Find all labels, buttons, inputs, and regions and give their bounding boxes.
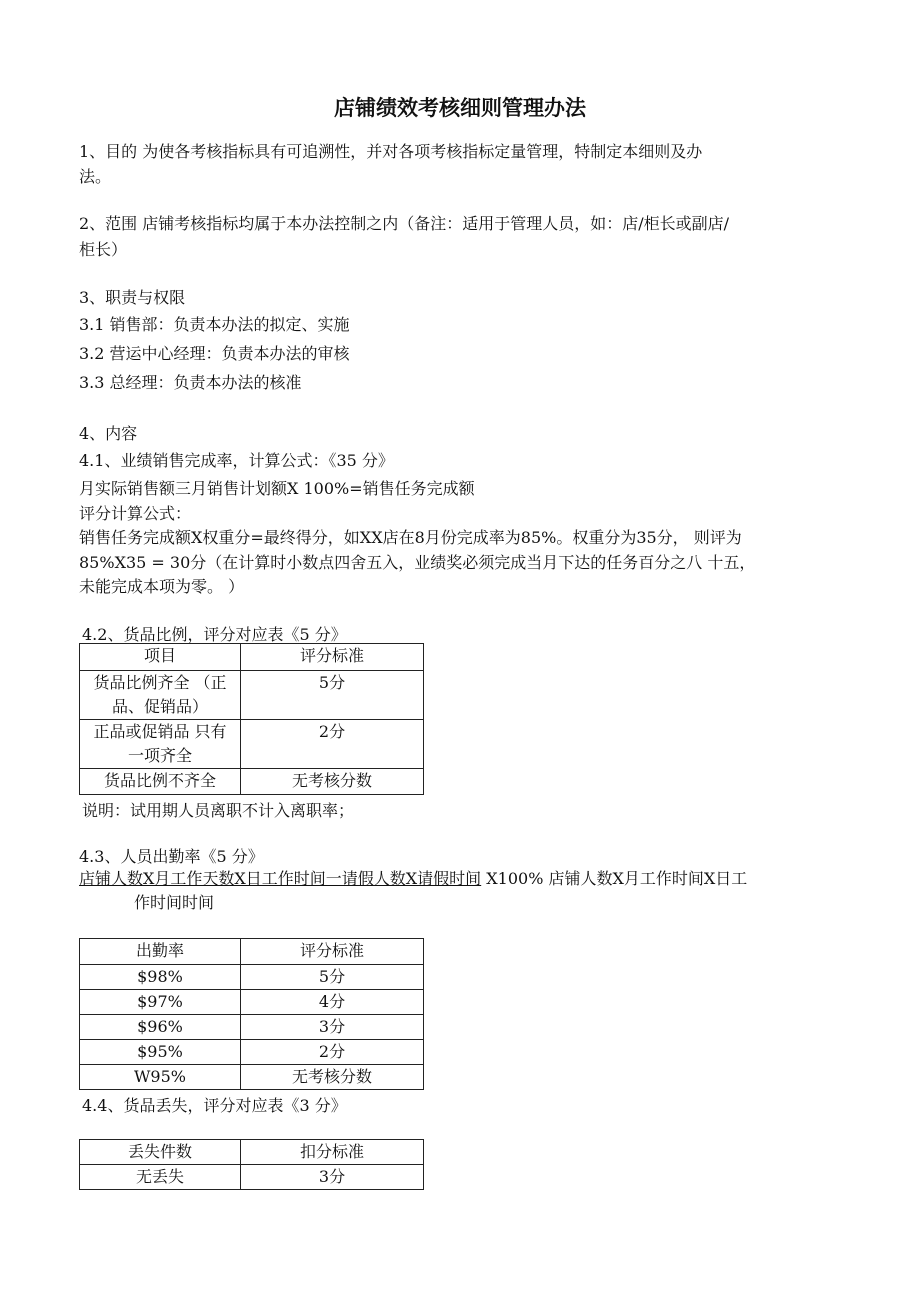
table-cell: $96% <box>80 1015 241 1040</box>
table-cell: 4分 <box>241 990 424 1015</box>
table-cell: 3分 <box>241 1165 424 1190</box>
table-cell: 2分 <box>241 1040 424 1065</box>
section-4-3-heading: 4.3、人员出勤率《5 分》 <box>79 847 264 866</box>
table-cell: 正品或促销品 只有 一项齐全 <box>80 720 241 769</box>
attendance-formula: 店铺人数X月工作天数X日工作时间一请假人数X请假时间 X100% 店铺人数X月工作时间X日工 <box>79 869 748 888</box>
table-cell: 货品比例齐全 （正 品、促销品） <box>80 671 241 720</box>
table-header-row <box>80 1140 424 1165</box>
table-cell: 无丢失 <box>80 1165 241 1190</box>
table-cell: 无考核分数 <box>241 1065 424 1090</box>
responsibility-item: 3.3 总经理：负责本办法的核准 <box>79 373 302 392</box>
table-row <box>80 671 424 720</box>
product-ratio-table <box>79 643 424 795</box>
table-note: 说明：试用期人员离职不计入离职率； <box>82 801 355 820</box>
purpose-line-2: 法。 <box>79 167 112 186</box>
table-header-row <box>80 939 424 965</box>
table-cell: 货品比例不齐全 <box>80 769 241 795</box>
section-4-2-heading: 4.2、货品比例，评分对应表《5 分》 <box>82 625 347 644</box>
table-header-cell: 扣分标准 <box>241 1140 424 1165</box>
table-cell: $97% <box>80 990 241 1015</box>
table-header-cell: 评分标准 <box>241 644 424 671</box>
table-header-cell: 出勤率 <box>80 939 241 965</box>
table-cell: 无考核分数 <box>241 769 424 795</box>
responsibility-item: 3.1 销售部：负责本办法的拟定、实施 <box>79 315 350 334</box>
content-heading: 4、内容 <box>79 424 138 443</box>
table-row <box>80 769 424 795</box>
score-formula-label: 评分计算公式： <box>79 504 192 523</box>
table-header-cell: 评分标准 <box>241 939 424 965</box>
table-cell: $95% <box>80 1040 241 1065</box>
table-row <box>80 1015 424 1040</box>
responsibility-item: 3.2 营运中心经理：负责本办法的审核 <box>79 344 350 363</box>
table-row <box>80 965 424 990</box>
table-row <box>80 1165 424 1190</box>
table-row <box>80 1040 424 1065</box>
attendance-table <box>79 938 424 1090</box>
page-title: 店铺绩效考核细则管理办法 <box>334 95 586 120</box>
table-cell: 3分 <box>241 1015 424 1040</box>
scope-line-2: 柜长） <box>79 240 128 259</box>
table-header-row <box>80 644 424 671</box>
table-row <box>80 1065 424 1090</box>
score-formula-text: 未能完成本项为零。 ） <box>79 577 245 596</box>
table-row <box>80 720 424 769</box>
score-formula-text: 85%X35 = 30分（在计算时小数点四舍五入，业绩奖必须完成当月下达的任务百分之八 十五， <box>79 553 756 572</box>
table-header-cell: 丢失件数 <box>80 1140 241 1165</box>
scope-line-1: 2、范围 店铺考核指标均属于本办法控制之内（备注：适用于管理人员，如：店/柜长或副店/ <box>79 214 730 233</box>
product-loss-table <box>79 1139 424 1190</box>
table-cell: $98% <box>80 965 241 990</box>
section-4-4-heading: 4.4、货品丢失，评分对应表《3 分》 <box>82 1096 347 1115</box>
score-formula-text: 销售任务完成额X权重分=最终得分，如XX店在8月份完成率为85%。权重分为35分， 则评为 <box>79 528 742 547</box>
table-cell: 5分 <box>241 671 424 720</box>
purpose-line-1: 1、目的 为使各考核指标具有可追溯性，并对各项考核指标定量管理，特制定本细则及办 <box>79 142 703 161</box>
table-cell: 2分 <box>241 720 424 769</box>
responsibility-heading: 3、职责与权限 <box>79 288 186 307</box>
table-cell: 5分 <box>241 965 424 990</box>
table-row <box>80 990 424 1015</box>
section-4-1-heading: 4.1、业绩销售完成率，计算公式：《35 分》 <box>79 451 394 470</box>
attendance-formula-cont: 作时间时间 <box>134 893 215 912</box>
table-cell: W95% <box>80 1065 241 1090</box>
table-header-cell: 项目 <box>80 644 241 671</box>
sales-formula: 月实际销售额三月销售计划额X 100%=销售任务完成额 <box>79 479 475 498</box>
